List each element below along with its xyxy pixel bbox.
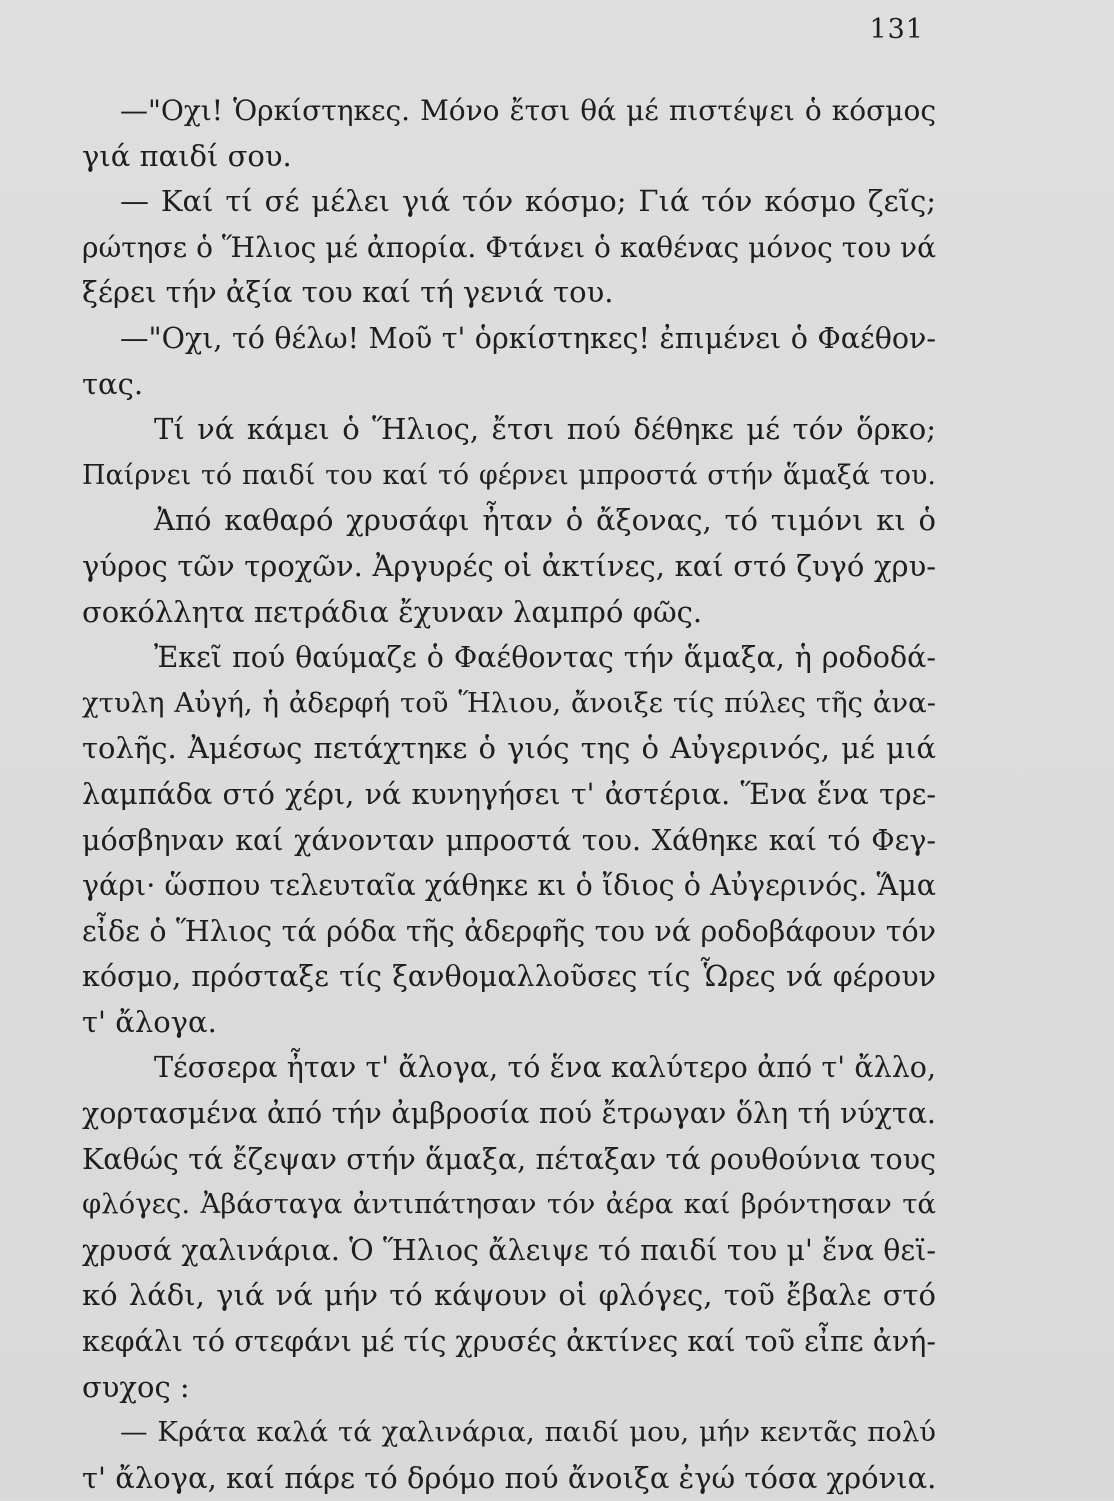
text-line: Τί νά κάμει ὁ Ἥλιος, ἔτσι πού δέθηκε μέ τόν ὅρκο;: [154, 412, 936, 447]
text-line: συχος :: [82, 1369, 190, 1404]
text-line: ρώτησε ὁ Ἥλιος μέ ἀπορία. Φτάνει ὁ καθένας μόνος του νά: [82, 230, 936, 264]
text-line: Ἀπό καθαρό χρυσάφι ἦταν ὁ ἄξονας, τό τιμόνι κι ὁ: [154, 503, 936, 538]
text-line: —"Οχι, τό θέλω! Μοῦ τ' ὁρκίστηκες! ἐπιμένει ὁ Φαέθον-: [120, 321, 936, 355]
text-line: Καθώς τά ἔζεψαν στήν ἅμαξα, πέταξαν τά ρουθούνια τους: [82, 1142, 936, 1176]
text-line: τολῆς. Ἀμέσως πετάχτηκε ὁ γιός της ὁ Αὐγερινός, μέ μιά: [82, 731, 936, 766]
page-number: 131: [869, 14, 924, 45]
text-line: Παίρνει τό παιδί του καί τό φέρνει μπροστά στήν ἅμαξά του.: [82, 459, 936, 491]
text-line: Ἐκεῖ πού θαύμαζε ὁ Φαέθοντας τήν ἅμαξα, ἡ ροδοδά-: [154, 641, 936, 675]
text-line: λαμπάδα στό χέρι, νά κυνηγήσει τ' ἀστέρια. Ἕνα ἕνα τρε-: [82, 777, 936, 811]
text-line: τας.: [82, 366, 144, 401]
text-line: κόσμο, πρόσταξε τίς ξανθομαλλοῦσες τίς Ὧρες νά φέρουν: [82, 960, 936, 994]
text-line: γιά παιδί σου.: [82, 138, 292, 173]
text-line: Τέσσερα ἦταν τ' ἄλογα, τό ἕνα καλύτερο ἀπό τ' ἄλλο,: [154, 1051, 936, 1085]
text-line: γάρι· ὥσπου τελευταῖα χάθηκε κι ὁ ἴδιος ὁ Αὐγερινός. Ἅμα: [82, 869, 936, 903]
page-body-text: [82, 88, 936, 1501]
text-line: γύρος τῶν τροχῶν. Ἀργυρές οἱ ἀκτίνες, καί στό ζυγό χρυ-: [82, 548, 936, 583]
text-line: εἶδε ὁ Ἥλιος τά ρόδα τῆς ἀδερφῆς του νά ροδοβάφουν τόν: [82, 914, 936, 948]
text-line: σοκόλλητα πετράδια ἔχυναν λαμπρό φῶς.: [82, 594, 703, 629]
text-line: — Καί τί σέ μέλει γιά τόν κόσμο; Γιά τόν κόσμο ζεῖς;: [120, 184, 936, 219]
text-line: χρυσά χαλινάρια. Ὁ Ἥλιος ἄλειψε τό παιδί του μ' ἕνα θεϊ-: [82, 1233, 936, 1267]
text-line: κό λάδι, γιά νά μήν τό κάψουν οἱ φλόγες, τοῦ ἔβαλε στό: [82, 1278, 936, 1313]
text-line: — Κράτα καλά τά χαλινάρια, παιδί μου, μήν κεντᾶς πολύ: [120, 1416, 936, 1449]
text-line: φλόγες. Ἀβάσταγα ἀντιπάτησαν τόν ἀέρα καί βρόντησαν τά: [82, 1188, 936, 1221]
text-line: τ' ἄλογα, καί πάρε τό δρόμο πού ἄνοιξα ἐγώ τόσα χρόνια.: [82, 1460, 936, 1495]
text-line: —"Οχι! Ὁρκίστηκες. Μόνο ἔτσι θά μέ πιστέψει ὁ κόσμος: [120, 94, 936, 127]
text-line: ξέρει τήν ἀξία του καί τή γενιά του.: [82, 275, 614, 310]
text-line: μόσβηναν καί χάνονταν μπροστά του. Χάθηκε καί τό Φεγ-: [82, 823, 936, 857]
text-line: κεφάλι τό στεφάνι μέ τίς χρυσές ἀκτίνες καί τοῦ εἶπε ἀνή-: [82, 1325, 936, 1359]
text-line: χτυλη Αὐγή, ἡ ἀδερφή τοῦ Ἥλιου, ἄνοιξε τίς πύλες τῆς ἀνα-: [82, 686, 936, 719]
text-line: χορτασμένα ἀπό τήν ἀμβροσία πού ἔτρωγαν ὅλη τή νύχτα.: [82, 1097, 936, 1131]
text-line: τ' ἄλογα.: [82, 1004, 217, 1039]
